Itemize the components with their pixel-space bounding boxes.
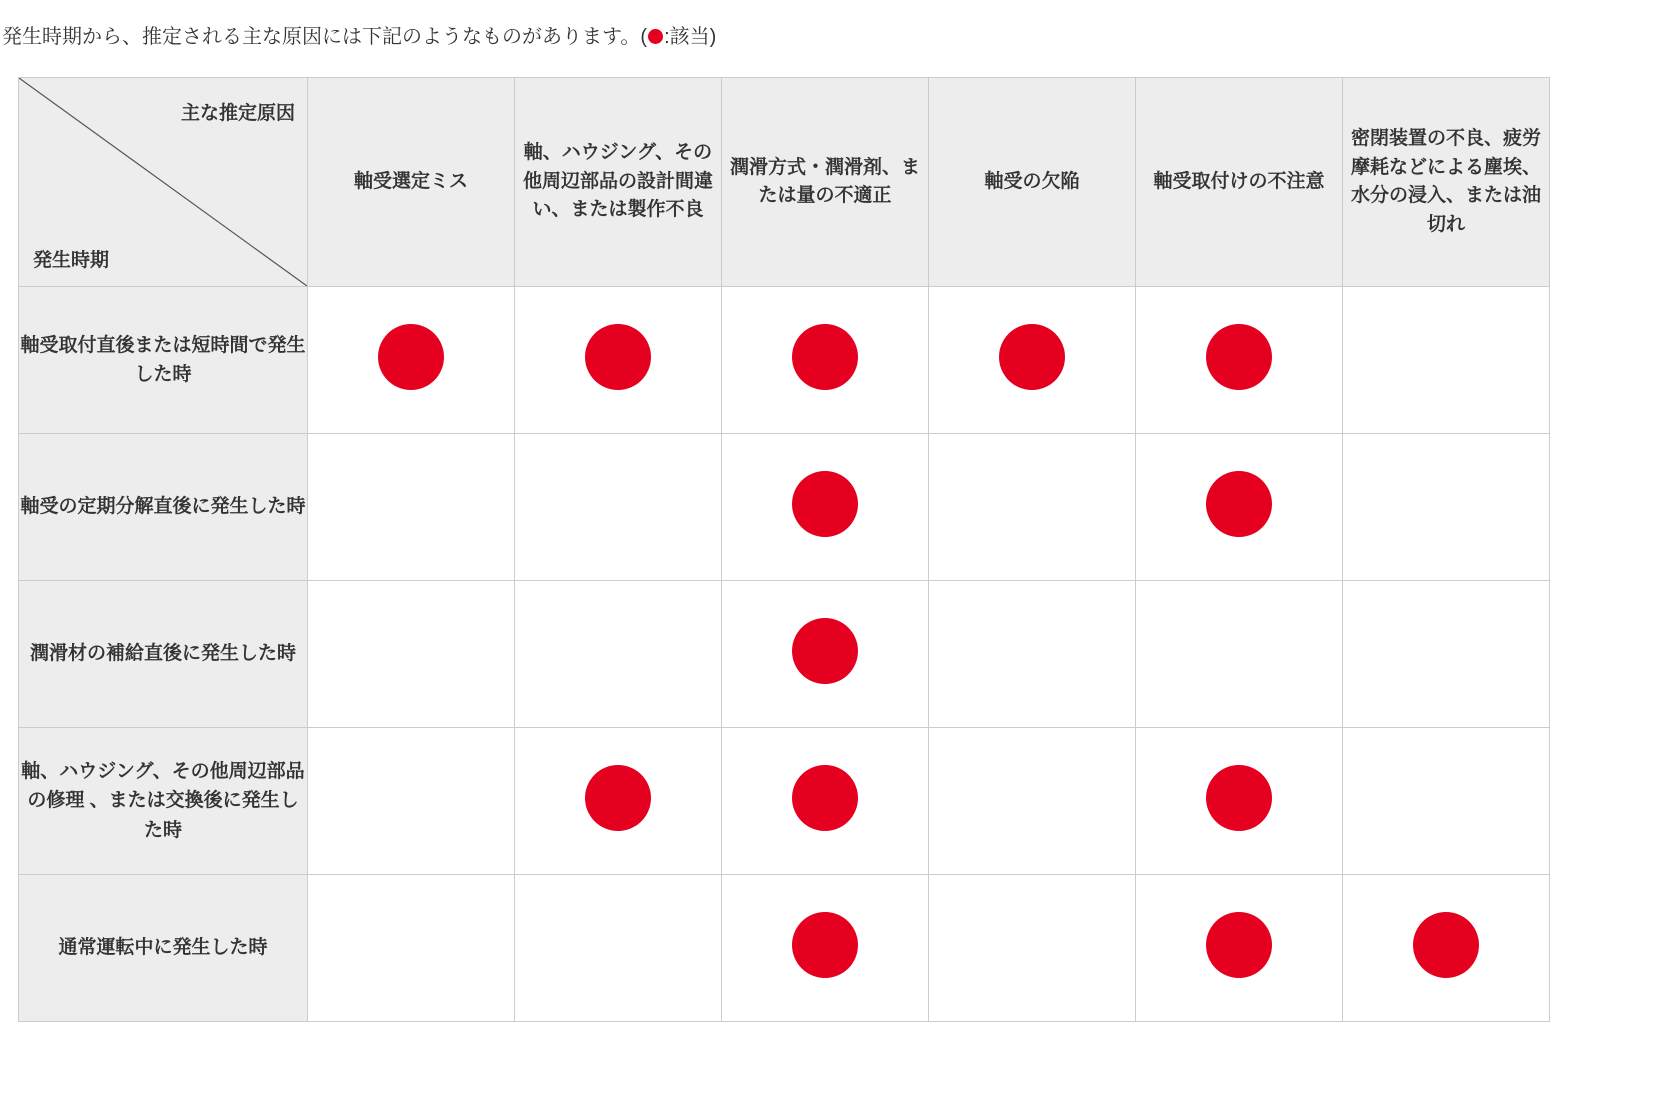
table-row [19, 287, 1550, 434]
table-header-row [19, 78, 1550, 287]
cell-2-0 [308, 581, 515, 728]
mark-dot-icon [792, 912, 858, 978]
mark-dot-icon [792, 471, 858, 537]
cell-1-4 [1136, 434, 1343, 581]
cell-2-1 [515, 581, 722, 728]
cell-1-0 [308, 434, 515, 581]
cell-0-4 [1136, 287, 1343, 434]
table-row [19, 581, 1550, 728]
mark-dot-icon [585, 765, 651, 831]
table-row [19, 434, 1550, 581]
mark-dot-icon [585, 324, 651, 390]
cell-1-5 [1343, 434, 1550, 581]
column-header-0: 軸受選定ミス [308, 78, 515, 287]
row-header-2: 潤滑材の補給直後に発生した時 [19, 581, 308, 728]
column-header-1: 軸、ハウジング、その他周辺部品の設計間違い、または製作不良 [515, 78, 722, 287]
document-page [0, 20, 1661, 1113]
mark-dot-icon [1206, 765, 1272, 831]
cell-2-5 [1343, 581, 1550, 728]
cell-4-3 [929, 875, 1136, 1022]
cell-1-3 [929, 434, 1136, 581]
column-header-5: 密閉装置の不良、疲労摩耗などによる塵埃、水分の浸入、または油切れ [1343, 78, 1550, 287]
intro-text-before: 発生時期から、推定される主な原因には下記のようなものがあります。( [2, 26, 648, 48]
cell-0-0 [308, 287, 515, 434]
mark-dot-icon [792, 618, 858, 684]
mark-dot-icon [1206, 324, 1272, 390]
column-header-3: 軸受の欠陥 [929, 78, 1136, 287]
cell-3-1 [515, 728, 722, 875]
table-row [19, 875, 1550, 1022]
mark-dot-icon [792, 324, 858, 390]
mark-dot-icon [1206, 912, 1272, 978]
cell-0-5 [1343, 287, 1550, 434]
cell-4-0 [308, 875, 515, 1022]
cell-1-1 [515, 434, 722, 581]
column-header-4: 軸受取付けの不注意 [1136, 78, 1343, 287]
cell-0-1 [515, 287, 722, 434]
cell-4-1 [515, 875, 722, 1022]
row-header-0: 軸受取付直後または短時間で発生した時 [19, 287, 308, 434]
matrix-corner-cell [19, 78, 308, 287]
cell-4-5 [1343, 875, 1550, 1022]
cell-4-2 [722, 875, 929, 1022]
corner-cause-label: 主な推定原因 [180, 103, 295, 124]
column-header-2: 潤滑方式・潤滑剤、または量の不適正 [722, 78, 929, 287]
cell-0-3 [929, 287, 1136, 434]
cell-3-4 [1136, 728, 1343, 875]
cell-2-3 [929, 581, 1136, 728]
legend-dot-icon [648, 29, 663, 44]
mark-dot-icon [792, 765, 858, 831]
intro-text-after: :該当) [664, 26, 717, 48]
table-row [19, 728, 1550, 875]
cause-period-matrix [18, 77, 1550, 1022]
mark-dot-icon [378, 324, 444, 390]
cell-4-4 [1136, 875, 1343, 1022]
cell-3-0 [308, 728, 515, 875]
mark-dot-icon [999, 324, 1065, 390]
mark-dot-icon [1413, 912, 1479, 978]
corner-period-label: 発生時期 [33, 250, 110, 271]
cell-3-3 [929, 728, 1136, 875]
cell-3-2 [722, 728, 929, 875]
row-header-4: 通常運転中に発生した時 [19, 875, 308, 1022]
cell-2-2 [722, 581, 929, 728]
row-header-1: 軸受の定期分解直後に発生した時 [19, 434, 308, 581]
cell-3-5 [1343, 728, 1550, 875]
intro-text [0, 20, 1661, 51]
mark-dot-icon [1206, 471, 1272, 537]
cell-0-2 [722, 287, 929, 434]
cell-1-2 [722, 434, 929, 581]
row-header-3: 軸、ハウジング、その他周辺部品の修理 、または交換後に発生した時 [19, 728, 308, 875]
cell-2-4 [1136, 581, 1343, 728]
